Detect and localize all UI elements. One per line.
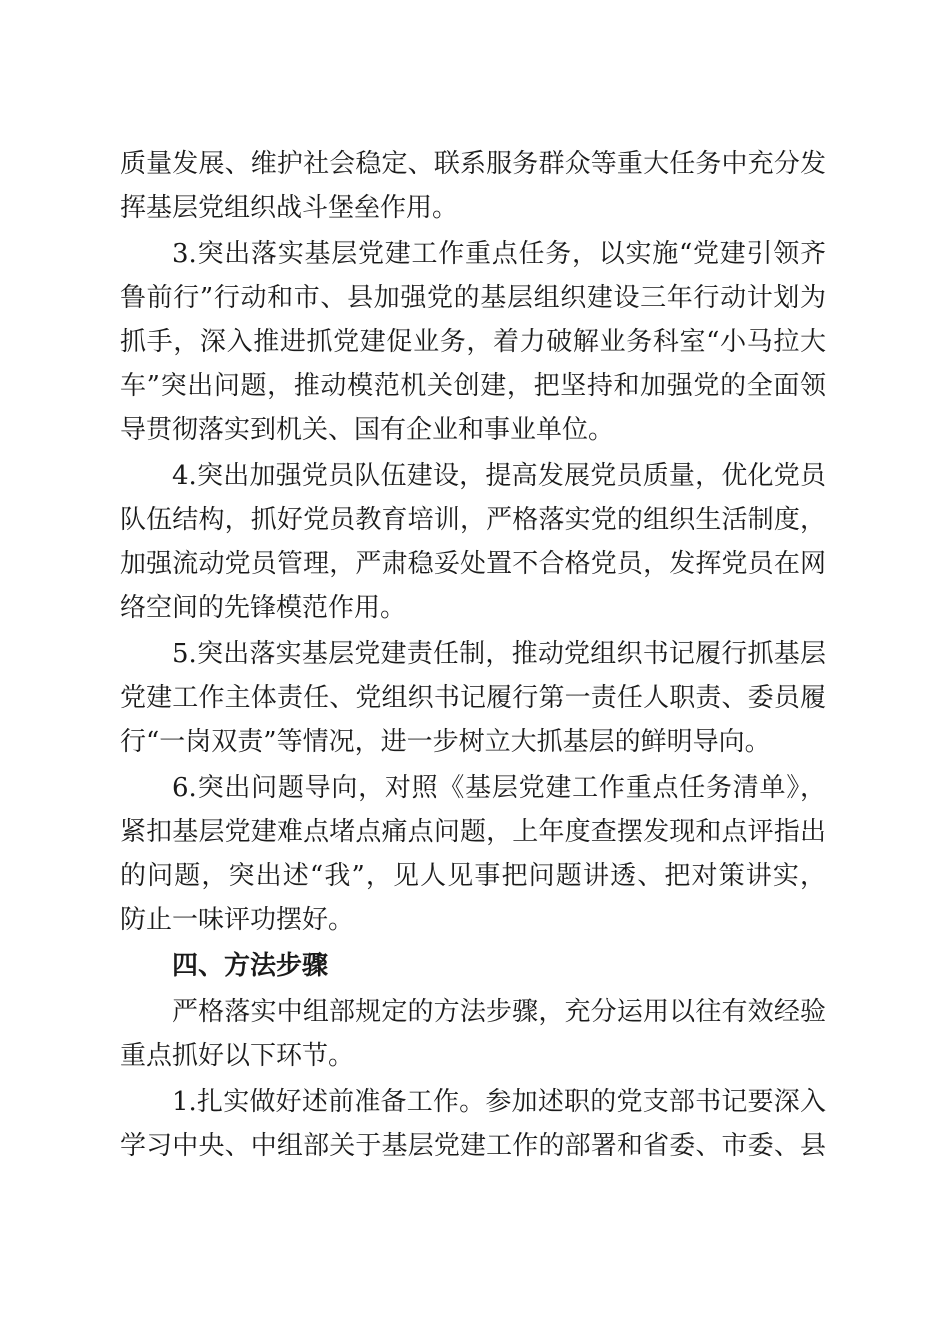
paragraph-line: 党建工作主体责任、党组织书记履行第一责任人职责、委员履: [120, 683, 826, 713]
paragraph-line: 学习中央、中组部关于基层党建工作的部署和省委、市委、县: [120, 1131, 826, 1161]
paragraph-line: 队伍结构，抓好党员教育培训，严格落实党的组织生活制度，: [120, 505, 826, 535]
paragraph-line: 行“一岗双责”等情况，进一步树立大抓基层的鲜明导向。: [120, 727, 771, 757]
paragraph-line: 加强流动党员管理，严肃稳妥处置不合格党员，发挥党员在网: [120, 549, 826, 579]
paragraph-line: 防止一味评功摆好。: [120, 905, 355, 935]
paragraph-line: 6.突出问题导向，对照《基层党建工作重点任务清单》，: [172, 773, 826, 803]
paragraph-line: 5.突出落实基层党建责任制，推动党组织书记履行抓基层: [172, 639, 826, 669]
paragraph-line: 的问题，突出述“我”，见人见事把问题讲透、把对策讲实，: [120, 861, 826, 891]
paragraph-line: 3.突出落实基层党建工作重点任务，以实施“党建引领齐: [172, 239, 826, 269]
paragraph-line: 鲁前行”行动和市、县加强党的基层组织建设三年行动计划为: [120, 283, 826, 313]
paragraph-line: 紧扣基层党建难点堵点痛点问题，上年度查摆发现和点评指出: [120, 817, 826, 847]
paragraph-line: 导贯彻落实到机关、国有企业和事业单位。: [120, 415, 615, 445]
paragraph-line: 1.扎实做好述前准备工作。参加述职的党支部书记要深入: [172, 1087, 826, 1117]
paragraph-line: 络空间的先锋模范作用。: [120, 593, 407, 623]
paragraph-line: 严格落实中组部规定的方法步骤，充分运用以往有效经验: [172, 997, 826, 1027]
paragraph-line: 车”突出问题，推动模范机关创建，把坚持和加强党的全面领: [120, 371, 826, 401]
paragraph-line: 挥基层党组织战斗堡垒作用。: [120, 193, 459, 223]
section-heading: 四、方法步骤: [172, 951, 329, 981]
paragraph-line: 重点抓好以下环节。: [120, 1041, 355, 1071]
paragraph-line: 抓手，深入推进抓党建促业务，着力破解业务科室“小马拉大: [120, 327, 826, 357]
paragraph-line: 4.突出加强党员队伍建设，提高发展党员质量，优化党员: [172, 461, 826, 491]
paragraph-line: 质量发展、维护社会稳定、联系服务群众等重大任务中充分发: [120, 149, 826, 179]
